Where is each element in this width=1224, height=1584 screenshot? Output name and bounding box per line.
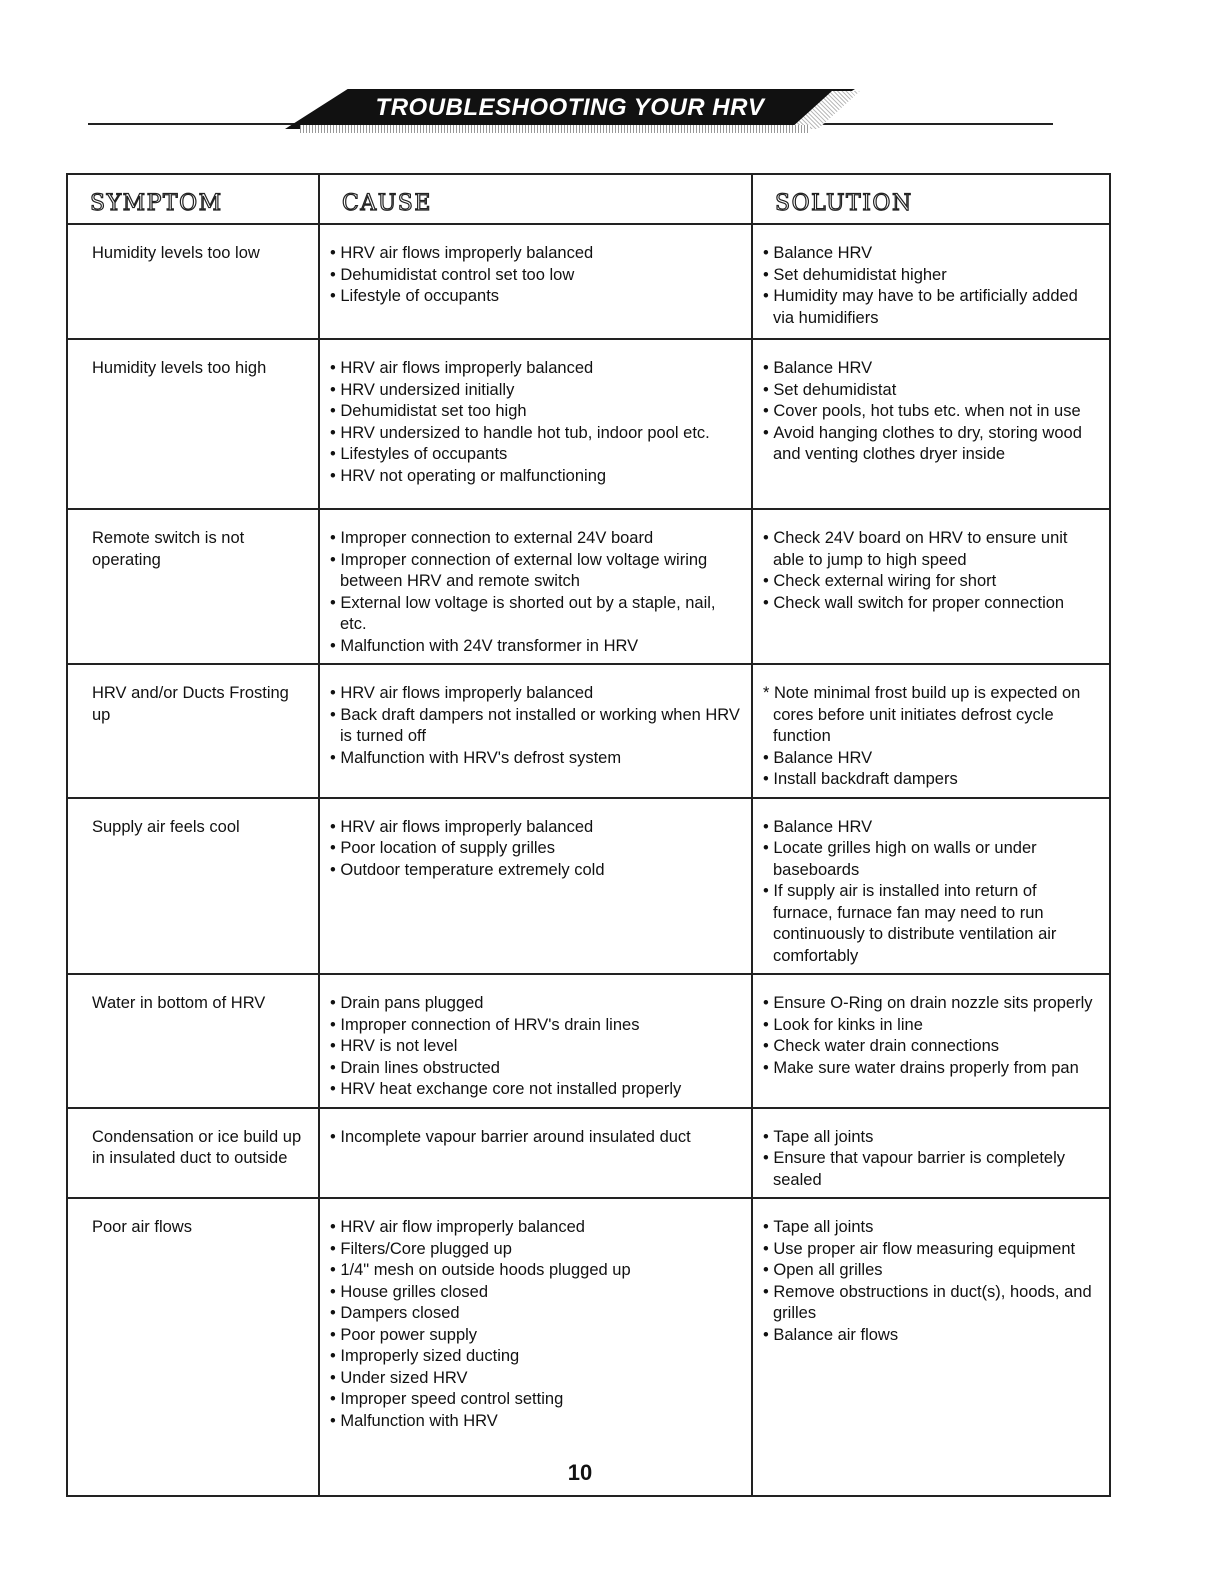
- table-row: [67, 339, 1110, 509]
- cause-list: [330, 993, 741, 1101]
- cause-item: • Incomplete vapour barrier around insulated duct: [330, 1127, 741, 1149]
- solution-list: [763, 1127, 1099, 1192]
- cause-cell: [319, 339, 752, 509]
- cause-cell: [319, 1198, 752, 1496]
- cause-item: • Outdoor temperature extremely cold: [330, 860, 741, 882]
- symptom-cell: Remote switch is not operating: [67, 509, 319, 664]
- solution-item: • Balance HRV: [763, 748, 1099, 770]
- solution-item: • Avoid hanging clothes to dry, storing wood and venting clothes dryer inside: [763, 423, 1099, 466]
- solution-item: • If supply air is installed into return of furnace, furnace fan may need to run continuously to distribute ventilation air comfortably: [763, 881, 1099, 967]
- solution-item: • Check external wiring for short: [763, 571, 1099, 593]
- cause-item: • Improperly sized ducting: [330, 1346, 741, 1368]
- solution-item: • Open all grilles: [763, 1260, 1099, 1282]
- cause-item: • 1/4" mesh on outside hoods plugged up: [330, 1260, 741, 1282]
- solution-cell: [752, 224, 1110, 339]
- cause-item: • Improper connection to external 24V board: [330, 528, 741, 550]
- cause-item: • HRV air flows improperly balanced: [330, 817, 741, 839]
- table-header-row: [67, 174, 1110, 224]
- column-header-cause: CAUSE: [319, 174, 752, 224]
- solution-item: • Balance air flows: [763, 1325, 1099, 1347]
- solution-list: [763, 358, 1099, 466]
- table-row: [67, 1198, 1110, 1496]
- cause-item: • HRV heat exchange core not installed properly: [330, 1079, 741, 1101]
- solution-list: [763, 243, 1099, 329]
- table-row: [67, 664, 1110, 798]
- solution-item: • Check wall switch for proper connection: [763, 593, 1099, 615]
- cause-item: • Improper connection of external low voltage wiring between HRV and remote switch: [330, 550, 741, 593]
- cause-item: • House grilles closed: [330, 1282, 741, 1304]
- cause-list: [330, 1127, 741, 1149]
- column-header-symptom: SYMPTOM: [67, 174, 319, 224]
- cause-item: • HRV air flow improperly balanced: [330, 1217, 741, 1239]
- cause-item: • Lifestyle of occupants: [330, 286, 741, 308]
- page-title: TROUBLESHOOTING YOUR HRV: [375, 94, 765, 121]
- solution-cell: [752, 1108, 1110, 1199]
- cause-item: • Malfunction with HRV's defrost system: [330, 748, 741, 770]
- cause-item: • Lifestyles of occupants: [330, 444, 741, 466]
- cause-item: • External low voltage is shorted out by a staple, nail, etc.: [330, 593, 741, 636]
- table-row: [67, 1108, 1110, 1199]
- column-header-solution: SOLUTION: [752, 174, 1110, 224]
- solution-list: [763, 1217, 1099, 1346]
- table-row: [67, 224, 1110, 339]
- cause-item: • HRV air flows improperly balanced: [330, 683, 741, 705]
- solution-list: [763, 993, 1099, 1079]
- cause-cell: [319, 509, 752, 664]
- solution-list: [763, 528, 1099, 614]
- cause-item: • Back draft dampers not installed or working when HRV is turned off: [330, 705, 741, 748]
- solution-list: [763, 683, 1099, 791]
- cause-item: • Improper connection of HRV's drain lines: [330, 1015, 741, 1037]
- symptom-cell: Condensation or ice build up in insulated duct to outside: [67, 1108, 319, 1199]
- solution-item: • Humidity may have to be artificially added via humidifiers: [763, 286, 1099, 329]
- symptom-cell: Water in bottom of HRV: [67, 974, 319, 1108]
- solution-item: • Tape all joints: [763, 1127, 1099, 1149]
- cause-item: • Malfunction with 24V transformer in HRV: [330, 636, 741, 658]
- cause-item: • Poor power supply: [330, 1325, 741, 1347]
- cause-list: [330, 683, 741, 769]
- cause-item: • Improper speed control setting: [330, 1389, 741, 1411]
- cause-item: • Dehumidistat set too high: [330, 401, 741, 423]
- solution-cell: [752, 339, 1110, 509]
- solution-note: * Note minimal frost build up is expected on cores before unit initiates defrost cycle function: [763, 684, 1081, 745]
- symptom-cell: Poor air flows: [67, 1198, 319, 1496]
- cause-cell: [319, 1108, 752, 1199]
- cause-item: • Drain lines obstructed: [330, 1058, 741, 1080]
- table-body: [67, 224, 1110, 1496]
- solution-item: • Ensure O-Ring on drain nozzle sits properly: [763, 993, 1099, 1015]
- cause-cell: [319, 664, 752, 798]
- cause-cell: [319, 224, 752, 339]
- cause-cell: [319, 974, 752, 1108]
- cause-list: [330, 358, 741, 487]
- table-row: [67, 798, 1110, 975]
- cause-item: • HRV undersized initially: [330, 380, 741, 402]
- solution-item: • Install backdraft dampers: [763, 769, 1099, 791]
- cause-item: • Filters/Core plugged up: [330, 1239, 741, 1261]
- cause-item: • Dampers closed: [330, 1303, 741, 1325]
- cause-item: • HRV is not level: [330, 1036, 741, 1058]
- cause-item: • HRV not operating or malfunctioning: [330, 466, 741, 488]
- solution-item: • Remove obstructions in duct(s), hoods, and grilles: [763, 1282, 1099, 1325]
- solution-item: • Set dehumidistat: [763, 380, 1099, 402]
- solution-item: • Check 24V board on HRV to ensure unit able to jump to high speed: [763, 528, 1099, 571]
- solution-list: [763, 817, 1099, 968]
- solution-item: • Set dehumidistat higher: [763, 265, 1099, 287]
- solution-item: • Look for kinks in line: [763, 1015, 1099, 1037]
- solution-item: • Tape all joints: [763, 1217, 1099, 1239]
- solution-item: • Cover pools, hot tubs etc. when not in use: [763, 401, 1099, 423]
- symptom-cell: Humidity levels too high: [67, 339, 319, 509]
- solution-cell: [752, 1198, 1110, 1496]
- cause-item: • Dehumidistat control set too low: [330, 265, 741, 287]
- cause-list: [330, 1217, 741, 1432]
- cause-item: • Malfunction with HRV: [330, 1411, 741, 1433]
- solution-item: • Balance HRV: [763, 817, 1099, 839]
- solution-item: • Balance HRV: [763, 358, 1099, 380]
- solution-item: • Make sure water drains properly from pan: [763, 1058, 1099, 1080]
- solution-cell: [752, 509, 1110, 664]
- solution-cell: [752, 664, 1110, 798]
- cause-item: • HRV undersized to handle hot tub, indoor pool etc.: [330, 423, 741, 445]
- cause-cell: [319, 798, 752, 975]
- solution-cell: [752, 974, 1110, 1108]
- troubleshooting-table: [66, 173, 1111, 1497]
- symptom-cell: Humidity levels too low: [67, 224, 319, 339]
- page-number: 10: [567, 1460, 593, 1485]
- solution-item: • Check water drain connections: [763, 1036, 1099, 1058]
- cause-list: [330, 528, 741, 657]
- cause-item: • Poor location of supply grilles: [330, 838, 741, 860]
- symptom-cell: HRV and/or Ducts Frosting up: [67, 664, 319, 798]
- cause-item: • Under sized HRV: [330, 1368, 741, 1390]
- solution-item: • Ensure that vapour barrier is completely sealed: [763, 1148, 1099, 1191]
- cause-list: [330, 817, 741, 882]
- solution-item: • Use proper air flow measuring equipment: [763, 1239, 1099, 1261]
- solution-item: • Locate grilles high on walls or under baseboards: [763, 838, 1099, 881]
- cause-item: • HRV air flows improperly balanced: [330, 243, 741, 265]
- cause-item: • Drain pans plugged: [330, 993, 741, 1015]
- table-row: [67, 509, 1110, 664]
- symptom-cell: Supply air feels cool: [67, 798, 319, 975]
- table-row: [67, 974, 1110, 1108]
- solution-item: • Balance HRV: [763, 243, 1099, 265]
- banner-dot-pattern: [300, 125, 810, 133]
- solution-cell: [752, 798, 1110, 975]
- cause-item: • HRV air flows improperly balanced: [330, 358, 741, 380]
- cause-list: [330, 243, 741, 308]
